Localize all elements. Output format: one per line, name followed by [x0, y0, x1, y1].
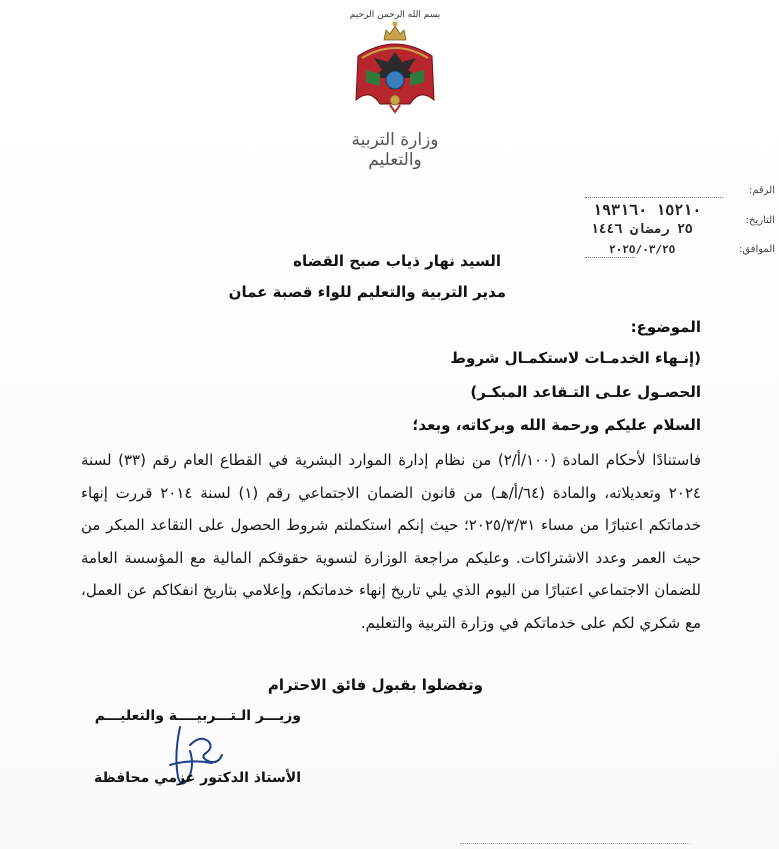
subject-line-1: (إنـهاء الخدمـات لاستكمـال شروط [450, 349, 701, 367]
closing-line: وتفضلوا بقبول فائق الاحترام [267, 676, 483, 694]
addressee-title: مدير التربية والتعليم للواء قصبة عمان [228, 283, 506, 301]
reference-number-label: الرقم: [748, 185, 775, 196]
reference-number-value: ١٥٢١٠ ١٩٣١٦٠ [593, 201, 702, 219]
minister-title: وزيـــر الـتـــربيــــة والتعليـــم [94, 708, 301, 724]
footer-divider [460, 843, 690, 844]
reference-block [585, 185, 775, 265]
subject-line-2: الحصـول علـى التـقاعد المبكـر) [470, 383, 701, 401]
addressee-name: السيد نهار ذياب صبح القضاه [293, 252, 501, 270]
hijri-date-value: ٢٥ رمضان ١٤٤٦ [591, 222, 693, 237]
date-label: التاريخ: [745, 215, 775, 226]
basmala: بسم الله الرحمن الرحيم [349, 10, 441, 20]
gregorian-date-label: الموافق: [738, 244, 775, 255]
body-paragraph: فاستنادًا لأحكام المادة (١٠٠/أ/٢) من نظام إدارة الموارد البشرية في القطاع العام رقم (٣٣) لسنة ٢٠٢٤ وتعديلاته، والمادة (٦٤/أ/هـ) من قانون الضمان الاجتماعي رقم (١) لسنة ٢٠١٤ قررت إنهاء خدماتكم اعتبارًا من مساء ٢٠٢٥/٣/٣١؛ حيث إنكم استكملتم شروط الحصول على التقاعد المبكر من حيث العمر وعدد الاشتراكات. وعليكم مراجعة الوزارة لتسوية حقوقكم المالية مع المؤسسة العامة للضمان الاجتماعي اعتبارًا من اليوم الذي يلي تاريخ إنهاء خدماتكم، وإعلامي بتاريخ انفكاكم عن العمل، مع شكري لكم على خدماتكم في وزارة التربية والتعليم. [81, 451, 701, 632]
gregorian-date-value: ٢٠٢٥/٠٣/٢٥ [609, 243, 676, 256]
greeting: السلام عليكم ورحمة الله وبركاته، وبعد؛ [412, 416, 701, 434]
ministry-name-caption: وزارة التربية والتعليم [351, 130, 439, 170]
subject-label: الموضوع: [630, 318, 701, 336]
minister-name: الأستاذ الدكتور عزمي محافظة [93, 770, 301, 786]
